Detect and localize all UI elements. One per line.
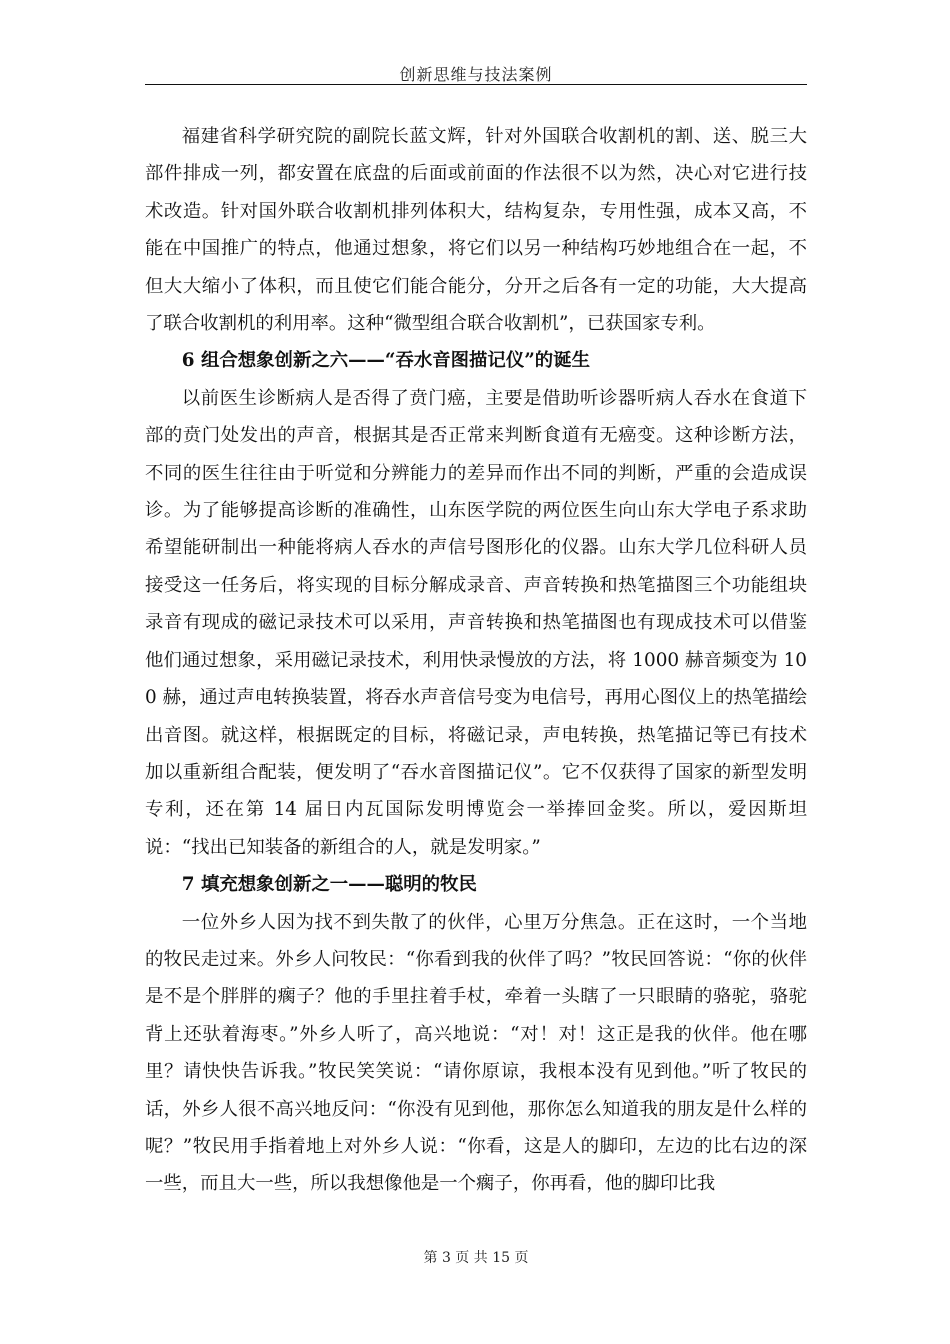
section-heading-7: 7 填充想象创新之一——聪明的牧民	[181, 874, 477, 896]
paragraph-swallow-recorder: 以前医生诊断病人是否得了贲门癌，主要是借助听诊器听病人吞水在食道下部的贲门处发出的声音，根据其是否正常来判断食道有无癌变。这种诊断方法，不同的医生往往由于听觉和分辨能力的差异而作出不同的判断，严重的会造成误诊。为了能够提高诊断的准确性，山东医学院的两位医生向山东大学电子系求助希望能研制出一种能将病人吞水的声信号图形化的仪器。山东大学几位科研人员接受这一任务后，将实现的目标分解成录音、声音转换和热笔描图三个功能组块录音有现成的磁记录技术可以采用，声音转换和热笔描图也有现成技术可以借鉴他们通过想象，采用磁记录技术，利用快录慢放的方法，将 1000 赫音频变为 100 赫，通过声电转换装置，将吞水声音信号变为电信号，再用心图仪上的热笔描绘出音图。就这样，根据既定的目标，将磁记录，声电转换，热笔描记等已有技术加以重新组合配装，便发明了“吞水音图描记仪”。它不仅获得了国家的新型发明专利，还在第 14 届日内瓦国际发明博览会一举捧回金奖。所以，爱因斯坦说：“找出已知装备的新组合的人，就是发明家。”	[145, 387, 807, 858]
paragraph-harvester: 福建省科学研究院的副院长蓝文辉，针对外国联合收割机的割、送、脱三大部件排成一列，都安置在底盘的后面或前面的作法很不以为然，决心对它进行技术改造。针对国外联合收割机排列体积大，结构复杂，专用性强，成本又高，不能在中国推广的特点，他通过想象，将它们以另一种结构巧妙地组合在一起，不但大大缩小了体积，而且使它们能合能分，分开之后各有一定的功能，大大提高了联合收割机的利用率。这种“微型组合联合收割机”，已获国家专利。	[145, 126, 807, 335]
paragraph-herdsman: 一位外乡人因为找不到失散了的伙伴，心里万分焦急。正在这时，一个当地的牧民走过来。外乡人问牧民：“你看到我的伙伴了吗？”牧民回答说：“你的伙伴是不是个胖胖的瘸子？他的手里拄着手杖，牵着一头瞎了一只眼睛的骆驼，骆驼背上还驮着海枣。”外乡人听了，高兴地说：“对！对！这正是我的伙伴。他在哪里？请快快告诉我。”牧民笑笑说：“请你原谅，我根本没有见到他。”听了牧民的话，外乡人很不高兴地反问：“你没有见到他，那你怎么知道我的朋友是什么样的呢？”牧民用手指着地上对外乡人说：“你看，这是人的脚印，左边的比右边的深一些，而且大一些，所以我想像他是一个瘸子，你再看，他的脚印比我	[145, 911, 807, 1195]
header-divider	[145, 84, 807, 85]
section-heading-6: 6 组合想象创新之六——“吞水音图描记仪”的诞生	[181, 350, 590, 372]
page-header-title: 创新思维与技法案例	[399, 65, 553, 84]
page-number: 第 3 页 共 15 页	[423, 1250, 529, 1266]
document-body	[145, 118, 807, 1203]
